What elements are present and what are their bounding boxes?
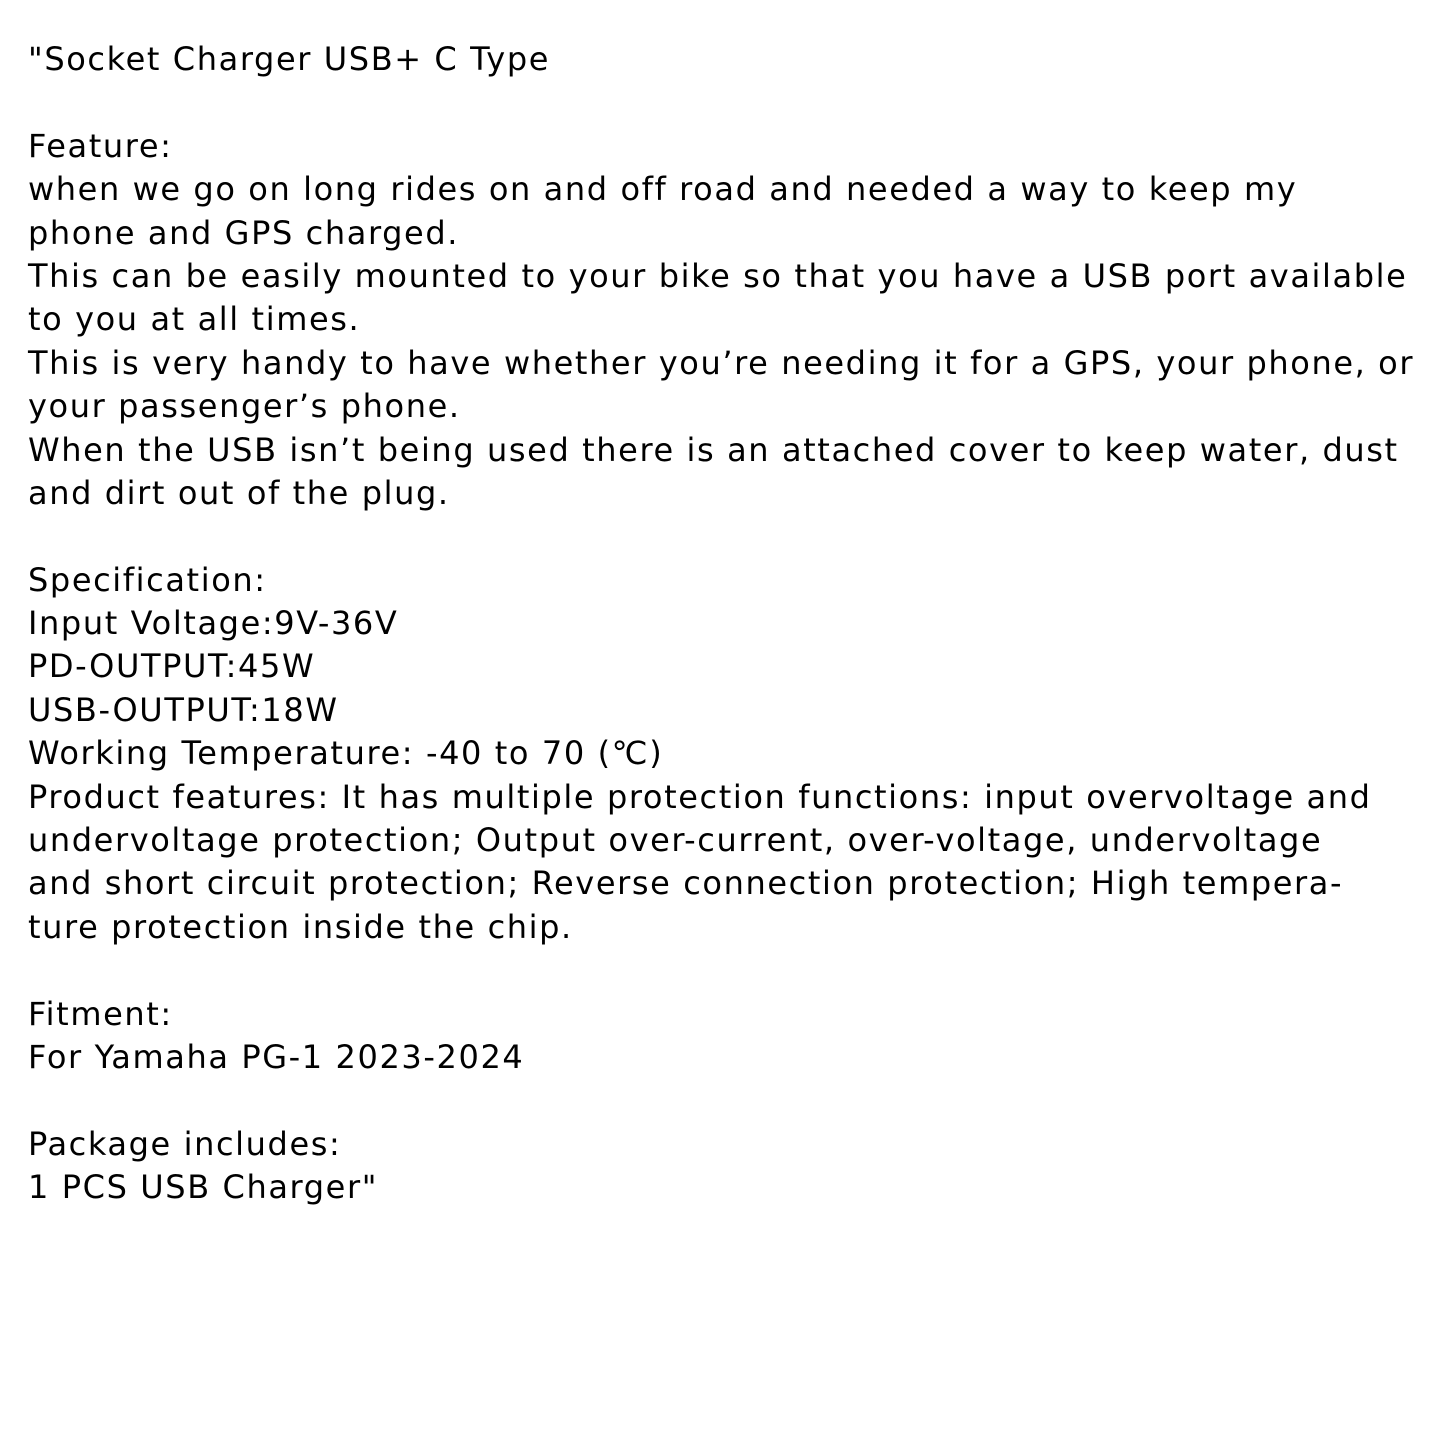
feature-line: This is very handy to have whether you’re needing it for a GPS, your phone, or bbox=[28, 343, 1415, 382]
feature-line: to you at all times. bbox=[28, 300, 361, 339]
feature-line: This can be easily mounted to your bike so that you have a USB port available bbox=[28, 256, 1408, 295]
feature-line: When the USB isn’t being used there is an attached cover to keep water, dust bbox=[28, 430, 1399, 469]
spec-product-features: and short circuit protection; Reverse connection protection; High tempera- bbox=[28, 864, 1344, 903]
document-title: "Socket Charger USB+ C Type bbox=[28, 40, 551, 78]
spec-product-features: ture protection inside the chip. bbox=[28, 907, 573, 946]
spec-product-features: undervoltage protection; Output over-current, over-voltage, undervoltage bbox=[28, 821, 1323, 860]
specification-heading: Specification: bbox=[28, 560, 267, 599]
package-line: 1 PCS USB Charger" bbox=[28, 1168, 379, 1207]
feature-line: when we go on long rides on and off road and needed a way to keep my bbox=[28, 170, 1298, 209]
feature-line: your passenger’s phone. bbox=[28, 387, 461, 426]
feature-heading: Feature: bbox=[28, 126, 173, 165]
product-description bbox=[28, 38, 1428, 1210]
spec-usb-output: USB-OUTPUT:18W bbox=[28, 690, 339, 729]
fitment-heading: Fitment: bbox=[28, 994, 173, 1033]
package-heading: Package includes: bbox=[28, 1124, 342, 1163]
spec-input-voltage: Input Voltage:9V-36V bbox=[28, 604, 399, 643]
fitment-line: For Yamaha PG-1 2023-2024 bbox=[28, 1037, 525, 1076]
feature-line: phone and GPS charged. bbox=[28, 213, 460, 252]
spacer bbox=[28, 81, 1428, 124]
spec-pd-output: PD-OUTPUT:45W bbox=[28, 647, 316, 686]
spacer bbox=[28, 1079, 1428, 1122]
spec-working-temperature: Working Temperature: -40 to 70 (℃) bbox=[28, 734, 664, 773]
spec-product-features: Product features: It has multiple protection functions: input overvoltage and bbox=[28, 777, 1372, 816]
feature-line: and dirt out of the plug. bbox=[28, 473, 450, 512]
spacer bbox=[28, 515, 1428, 558]
spacer bbox=[28, 949, 1428, 992]
